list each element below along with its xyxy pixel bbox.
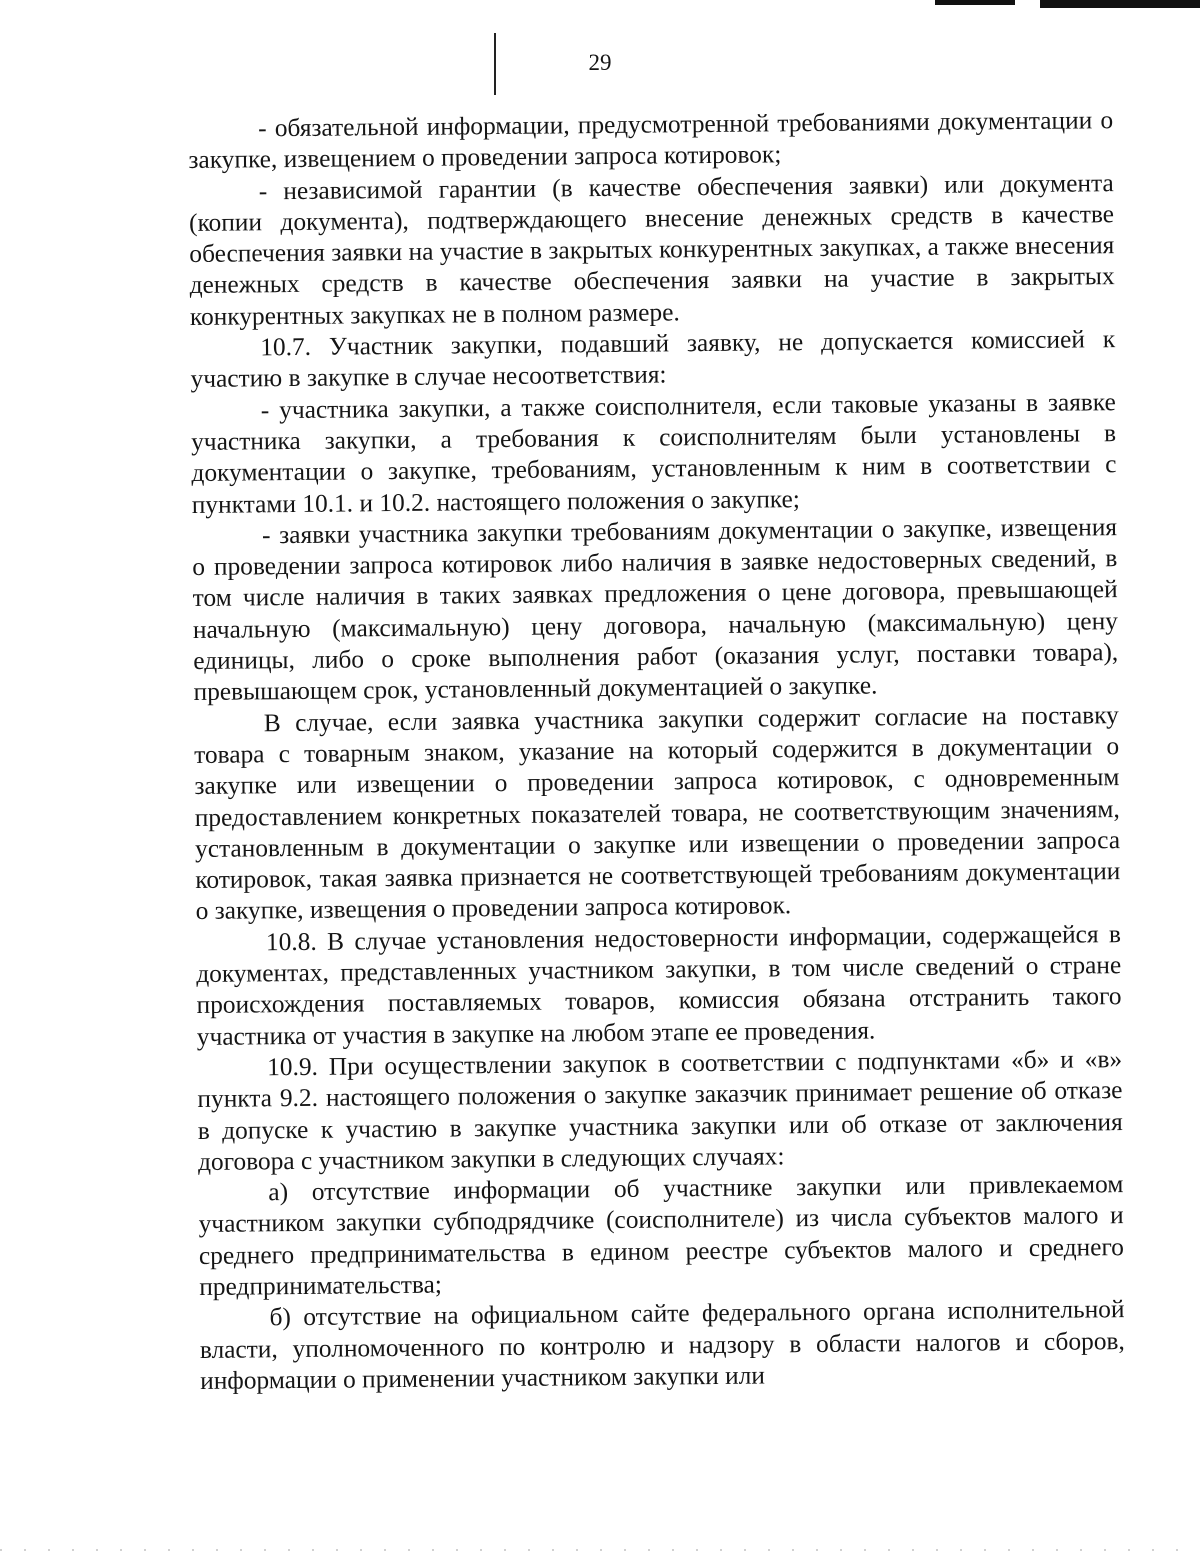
scan-artifact-top-bar bbox=[935, 0, 1015, 5]
scan-artifact-bottom-dots bbox=[0, 1549, 1200, 1551]
paragraph-10-8: 10.8. В случае установления недостоверности информации, содержащейся в документах, представленных участником закупки, в том числе сведений о стране происхождения поставляемых товаров, комиссия обязана отстранить такого участника от участия в закупке на любом этапе ее проведения. bbox=[196, 919, 1122, 1051]
paragraph-participant-nonconformity: - участника закупки, а также соисполнителя, если таковые указаны в заявке участника закупки, а требования к соисполнителям были установлены в документации о закупке, требованиям, установленным к ним в соответствии с пунктами 10.1. и 10.2. настоящего положения о закупке; bbox=[191, 387, 1117, 519]
paragraph-trademark-case: В случае, если заявка участника закупки содержит согласие на поставку товара с товарным знаком, указание на который содержится в документации о закупке или извещении о проведении запроса котировок, с одновременным предоставлением конкретных показателей товара, не соответствующим значениям, установленным в документации о закупке или извещении о проведении запроса котировок, такая заявка признается не соответствующей требованиям документации о закупке, извещения о проведении запроса котировок. bbox=[194, 700, 1121, 926]
paragraph-mandatory-info: - обязательной информации, предусмотренной требованиями документации о закупке, извещением о проведении запроса котировок; bbox=[188, 106, 1114, 175]
paragraph-independent-guarantee: - независимой гарантии (в качестве обеспечения заявки) или документа (копии документа), подтверждающего внесение денежных средств в качестве обеспечения заявки на участие в закрытых конкурентных закупках, а также внесения денежных средств в качестве обеспечения заявки на участие в закрытых конкурентных закупках не в полном размере. bbox=[188, 168, 1115, 331]
paragraph-10-7: 10.7. Участник закупки, подавший заявку, не допускается комиссией к участию в закупке в случае несоответствия: bbox=[190, 325, 1116, 394]
document-body bbox=[188, 105, 1125, 1397]
paragraph-application-nonconformity: - заявки участника закупки требованиям документации о закупке, извещения о проведении запроса котировок либо наличия в заявке недостоверных сведений, в том числе наличия в таких заявках предложения о цене договора, превышающей начальную (максимальную) цену договора, начальную (максимальную) цену единицы, либо о сроке выполнения работ (оказания услуг, поставки товара), превышающем срок, установленный документацией о закупке. bbox=[192, 512, 1119, 707]
scan-artifact-top-bar-right bbox=[1040, 0, 1200, 8]
paragraph-10-9: 10.9. При осуществлении закупок в соответствии с подпунктами «б» и «в» пункта 9.2. настоящего положения о закупке заказчик принимает решение об отказе в допуске к участию в закупке участника закупки или об отказе от заключения договора с участником закупки в следующих случаях: bbox=[197, 1044, 1123, 1176]
page-number: 29 bbox=[588, 50, 612, 75]
paragraph-item-a: а) отсутствие информации об участнике закупки или привлекаемом участником закупки субподрядчике (соисполнителе) из числа субъектов малого и среднего предпринимательства в едином реестре субъектов малого и среднего предпринимательства; bbox=[198, 1170, 1125, 1301]
paragraph-item-b: б) отсутствие на официальном сайте федерального органа исполнительной власти, уполномоченного по контролю и надзору в области налогов и сборов, информации о применении участником закупки или bbox=[199, 1295, 1125, 1395]
